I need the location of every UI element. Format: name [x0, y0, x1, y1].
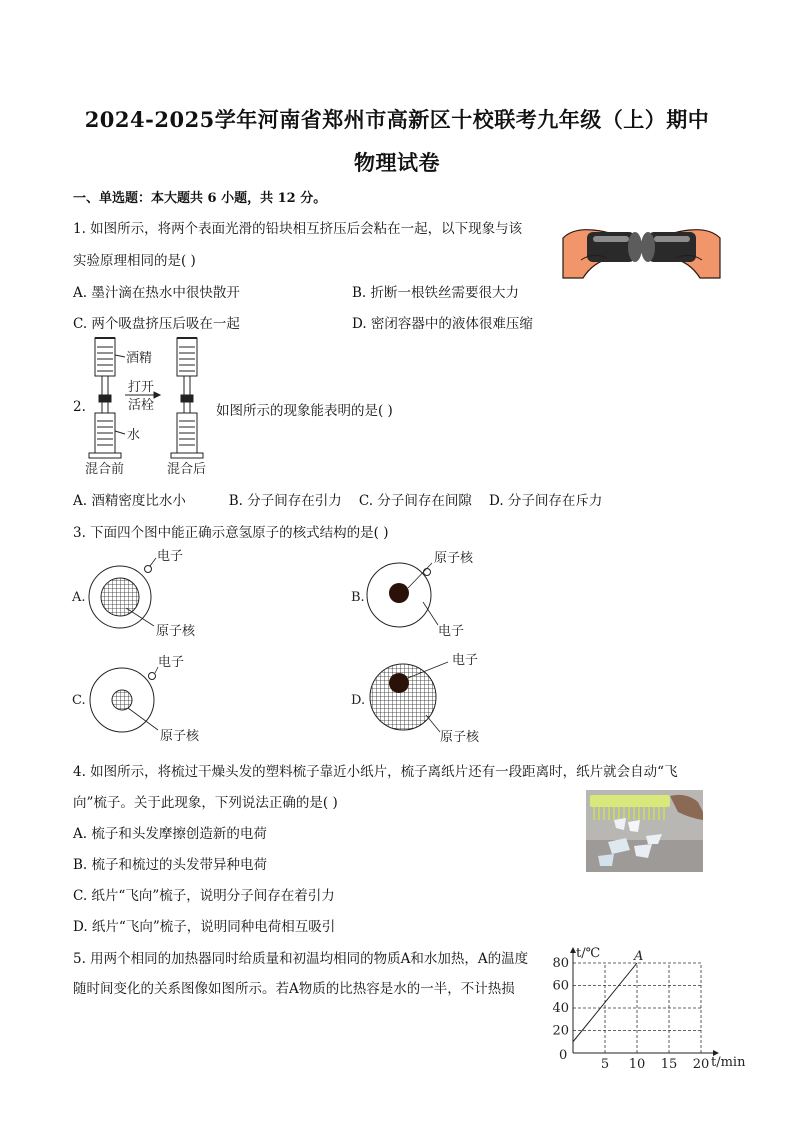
atom-a-electron — [145, 566, 152, 573]
atom-b-nucleus-label: 原子核 — [434, 551, 474, 566]
q5-stem-line1: 5. 用两个相同的加热器同时给质量和初温均相同的物质A和水加热，A的温度 — [73, 951, 529, 967]
atom-b-nucleus — [389, 583, 409, 603]
atom-a-electron-label: 电子 — [157, 549, 184, 564]
q4-option-d: D. 纸片“飞向”梳子，说明同种电荷相互吸引 — [73, 919, 336, 935]
chart-x-tick-label: 20 — [692, 1057, 710, 1072]
q3-stem: 3. 下面四个图中能正确示意氢原子的核式结构的是( ) — [73, 525, 389, 541]
chart-origin-label: 0 — [559, 1048, 568, 1063]
comb-photo — [586, 790, 703, 872]
chart-y-tick-label: 80 — [552, 956, 569, 971]
chart-x-tick-label: 15 — [660, 1057, 678, 1072]
atom-d-nucleus-label: 原子核 — [440, 730, 480, 745]
atom-diagrams — [60, 540, 740, 750]
atom-b-electron — [424, 569, 431, 576]
chart-x-axis-label: t/min — [711, 1055, 746, 1070]
q4-option-c: C. 纸片“飞向”梳子，说明分子间存在着引力 — [73, 888, 335, 904]
label-open-bottom: 活栓 — [128, 398, 155, 413]
q1-stem-line2: 实验原理相同的是( ) — [73, 253, 196, 269]
chart-y-tick-label: 20 — [552, 1023, 569, 1039]
temperature-time-chart — [540, 938, 746, 1073]
q1-stem-line1: 1. 如图所示，将两个表面光滑的铅块相互挤压后会粘在一起，以下现象与该 — [73, 221, 523, 237]
q4-stem-line1: 4. 如图所示，将梳过干燥头发的塑料梳子靠近小纸片，梳子离纸片还有一段距离时，纸片就会自动“飞 — [73, 764, 678, 780]
page-title: 2024-2025学年河南省郑州市高新区十校联考九年级（上）期中 — [84, 107, 710, 132]
chart-series-line-A — [573, 963, 637, 1042]
q1-option-b: B. 折断一根铁丝需要很大力 — [352, 285, 520, 301]
atom-c-label: C. — [72, 693, 86, 708]
chart-y-tick-label: 60 — [552, 978, 569, 994]
q4-option-a: A. 梳子和头发摩擦创造新的电荷 — [73, 826, 267, 842]
label-alcohol: 酒精 — [126, 351, 153, 366]
atom-b-label: B. — [351, 590, 365, 605]
chart-y-tick-label: 40 — [552, 1001, 569, 1016]
q1-option-c: C. 两个吸盘挤压后吸在一起 — [73, 316, 240, 332]
q2-options: A. 酒精密度比水小 B. 分子间存在引力 C. 分子间存在间隙 D. 分子间存在斥力 — [73, 493, 603, 509]
atom-c-electron — [149, 673, 156, 680]
page-subtitle: 物理试卷 — [354, 150, 440, 175]
q1-option-a: A. 墨汁滴在热水中很快散开 — [73, 285, 240, 301]
atom-d-label: D. — [351, 693, 366, 708]
q4-option-b: B. 梳子和梳过的头发带异种电荷 — [73, 857, 268, 873]
chart-y-axis-label: t/℃ — [576, 946, 601, 961]
atom-c-electron-label: 电子 — [158, 655, 185, 670]
label-before: 混合前 — [85, 462, 125, 477]
q2-stem: 如图所示的现象能表明的是( ) — [216, 403, 393, 419]
section-header: 一、单选题：本大题共 6 小题，共 12 分。 — [73, 191, 327, 206]
atom-c-nucleus-label: 原子核 — [160, 729, 200, 744]
q1-option-d: D. 密闭容器中的液体很难压缩 — [352, 316, 533, 332]
q4-stem-line2: 向”梳子。关于此现象，下列说法正确的是( ) — [73, 795, 338, 811]
atom-d-electron — [389, 673, 409, 693]
mixing-diagram — [85, 335, 220, 480]
lead-blocks-image — [563, 220, 720, 278]
atom-b-electron-label: 电子 — [438, 624, 465, 639]
chart-x-tick-label: 5 — [600, 1057, 610, 1072]
label-after: 混合后 — [167, 462, 207, 477]
q5-stem-line2: 随时间变化的关系图像如图所示。若A物质的比热容是水的一半，不计热损 — [73, 981, 515, 997]
atom-d-electron-label: 电子 — [452, 653, 479, 668]
q2-number: 2. — [73, 399, 86, 415]
atom-a-label: A. — [72, 590, 86, 605]
atom-a-nucleus-label: 原子核 — [156, 624, 196, 639]
label-water: 水 — [127, 428, 141, 443]
chart-x-tick-label: 10 — [628, 1057, 646, 1072]
chart-series-label-A: A — [634, 949, 644, 964]
label-open-top: 打开 — [128, 380, 155, 395]
